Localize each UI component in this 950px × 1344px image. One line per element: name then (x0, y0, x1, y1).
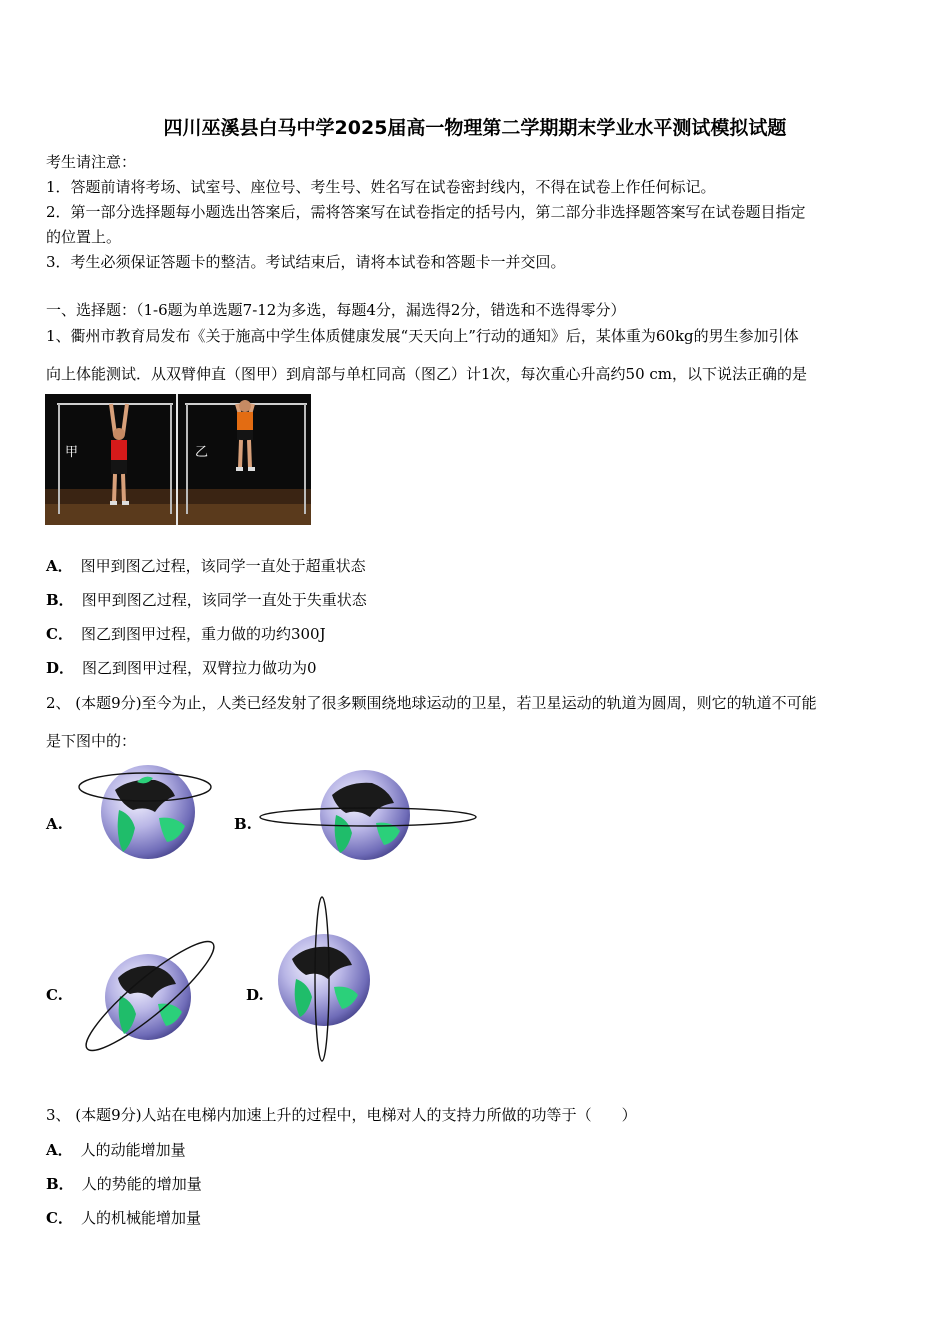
q3-stem: 3、 (本题9分)人站在电梯内加速上升的过程中，电梯对人的支持力所做的功等于（ ） (46, 1106, 637, 1124)
q3-option-a[interactable]: A． 人的动能增加量 (46, 1141, 186, 1159)
q2-label-c[interactable]: C. (46, 986, 63, 1004)
q1-stem-line1: 1、衢州市教育局发布《关于施高中学生体质健康发展“天天向上”行动的通知》后，某体重为60kg的男生参加引体 (46, 327, 799, 345)
q2-stem-line1: 2、 (本题9分)至今为止，人类已经发射了很多颗围绕地球运动的卫星，若卫星运动的轨道为圆周，则它的轨道不可能 (46, 694, 817, 712)
q2-label-a[interactable]: A. (46, 815, 63, 833)
notice-item: 1．答题前请将考场、试室号、座位号、考生号、姓名写在试卷密封线内，不得在试卷上作任何标记。 (46, 178, 716, 196)
q2-label-b[interactable]: B. (234, 815, 252, 833)
notice-item: 2．第一部分选择题每小题选出答案后，需将答案写在试卷指定的括号内，第二部分非选择题答案写在试卷题目指定 (46, 203, 806, 221)
q3-option-c[interactable]: C． 人的机械能增加量 (46, 1209, 201, 1227)
q1-option-b[interactable]: B． 图甲到图乙过程，该同学一直处于失重状态 (46, 591, 367, 609)
q1-stem-line2: 向上体能测试．从双臂伸直（图甲）到肩部与单杠同高（图乙）计1次，每次重心升高约50 cm，以下说法正确的是 (46, 365, 808, 383)
notice-heading: 考生请注意： (46, 153, 137, 171)
globe-orbit-d[interactable] (272, 895, 377, 1065)
globe-orbit-c[interactable] (80, 930, 225, 1065)
q1-option-d[interactable]: D． 图乙到图甲过程，双臂拉力做功为0 (46, 659, 317, 677)
notice-item: 3．考生必须保证答题卡的整洁。考试结束后，请将本试卷和答题卡一并交回。 (46, 253, 566, 271)
fig-label-jia: 甲 (65, 445, 79, 460)
q3-option-b[interactable]: B． 人的势能的增加量 (46, 1175, 202, 1193)
q2-stem-line2: 是下图中的： (46, 732, 137, 750)
fig-label-yi: 乙 (195, 445, 209, 460)
q1-option-a[interactable]: A． 图甲到图乙过程，该同学一直处于超重状态 (46, 557, 366, 575)
q2-label-d[interactable]: D. (246, 986, 264, 1004)
section-heading: 一、选择题：（1-6题为单选题7-12为多选，每题4分，漏选得2分，错选和不选得零分） (46, 301, 626, 319)
q1-option-c[interactable]: C． 图乙到图甲过程，重力做的功约300J (46, 625, 326, 643)
notice-item: 的位置上。 (46, 228, 122, 246)
globe-orbit-a[interactable] (75, 760, 220, 865)
globe-orbit-b[interactable] (258, 765, 483, 865)
pull-up-photo (45, 394, 311, 525)
page-title: 四川巫溪县白马中学2025届高一物理第二学期期末学业水平测试模拟试题 (163, 117, 787, 139)
